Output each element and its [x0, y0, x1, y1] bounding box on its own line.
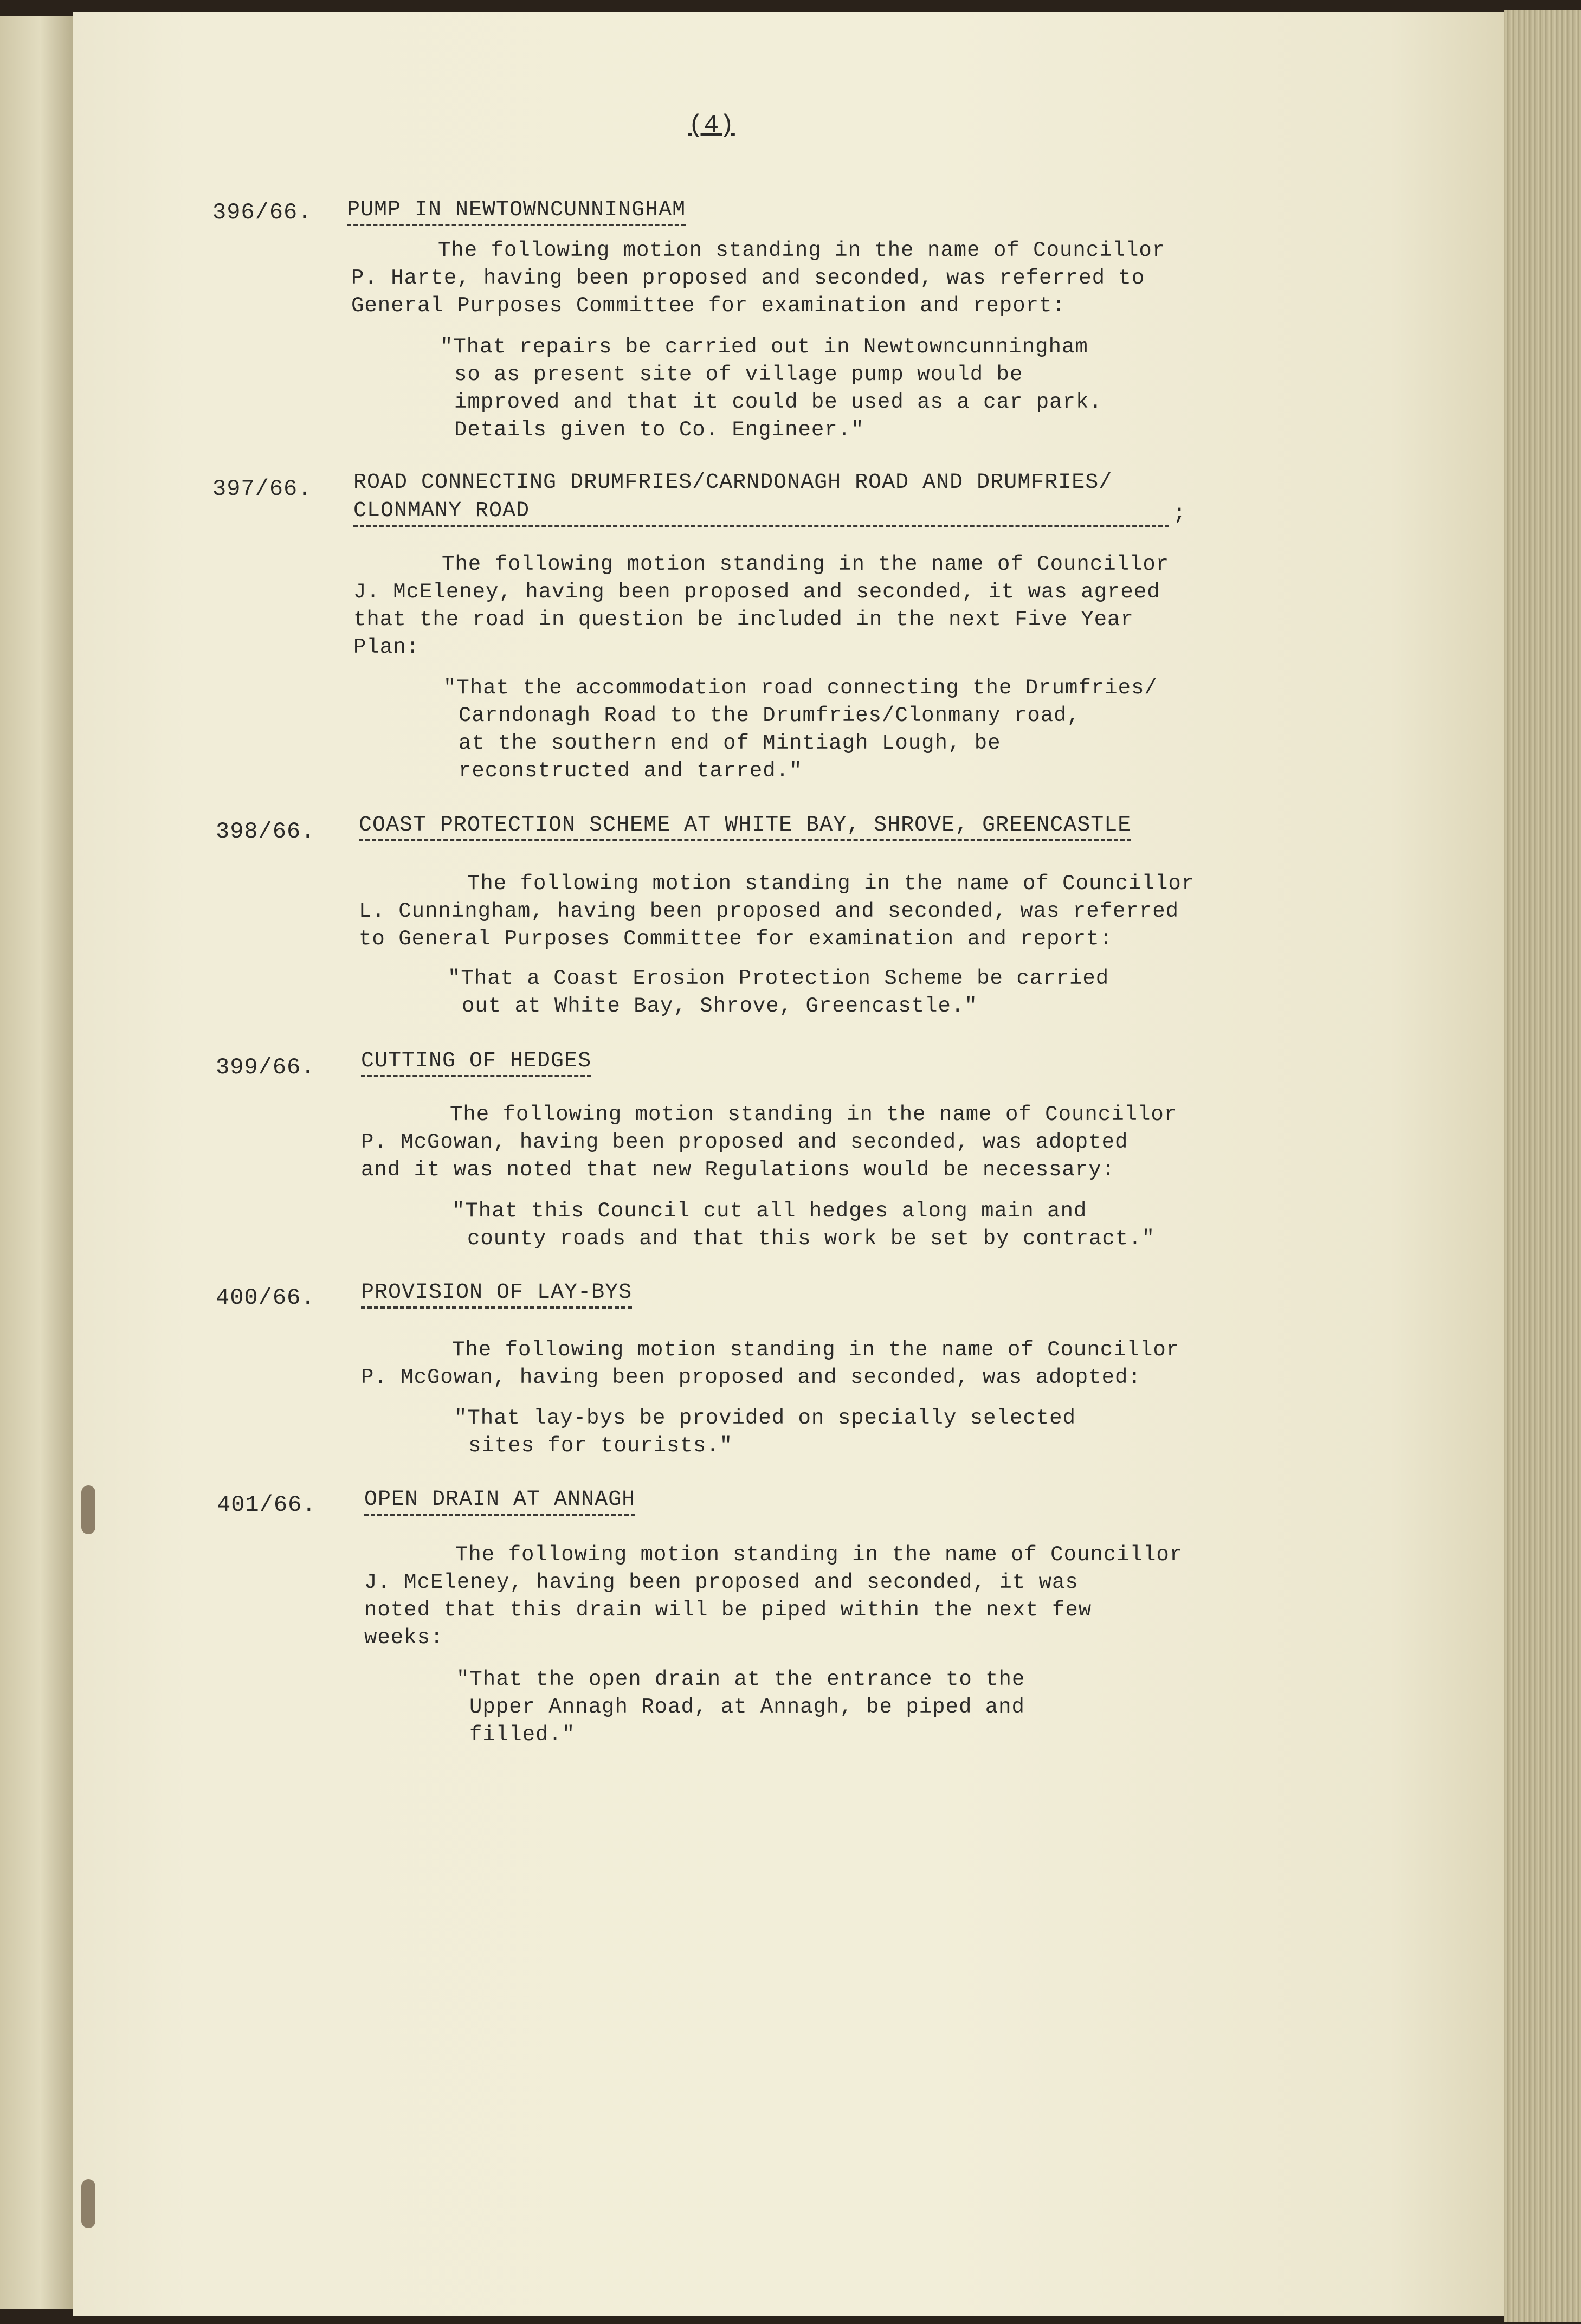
quote-line: Upper Annagh Road, at Annagh, be piped and — [469, 1695, 1025, 1719]
body-line: J. McEleney, having been proposed and seconded, it was — [364, 1570, 1079, 1594]
body-line: The following motion standing in the name of Councillor — [442, 552, 1170, 576]
quote-line: "That the open drain at the entrance to the — [456, 1668, 1025, 1691]
minute-heading: PROVISION OF LAY-BYS — [361, 1280, 632, 1309]
quote-line: out at White Bay, Shrove, Greencastle." — [462, 994, 978, 1018]
page-number: (4) — [688, 111, 735, 139]
minute-number: 397/66. — [212, 476, 312, 502]
quote-line: sites for tourists." — [468, 1434, 733, 1458]
minute-heading-continuation — [353, 499, 1187, 526]
quote-line: filled." — [469, 1723, 576, 1747]
body-line: to General Purposes Committee for examination and report: — [359, 927, 1113, 951]
minute-number: 396/66. — [212, 199, 312, 226]
body-line: The following motion standing in the name of Councillor — [467, 872, 1195, 896]
body-line: The following motion standing in the name of Councillor — [438, 239, 1166, 262]
body-line: weeks: — [364, 1626, 444, 1650]
minute-heading: CUTTING OF HEDGES — [361, 1049, 591, 1077]
body-line: Plan: — [353, 635, 420, 659]
quote-line: improved and that it could be used as a car park. — [454, 390, 1102, 414]
body-line: General Purposes Committee for examination and report: — [351, 294, 1066, 318]
body-line: and it was noted that new Regulations would be necessary: — [361, 1158, 1115, 1182]
heading-text: CLONMANY ROAD — [353, 499, 530, 523]
quote-line: so as present site of village pump would be — [454, 363, 1023, 387]
body-line: The following motion standing in the name of Councillor — [450, 1103, 1178, 1126]
quote-line: county roads and that this work be set by contract." — [467, 1227, 1155, 1251]
minute-heading: ROAD CONNECTING DRUMFRIES/CARNDONAGH ROAD AND DRUMFRIES/ — [353, 471, 1113, 495]
minute-heading: OPEN DRAIN AT ANNAGH — [364, 1488, 635, 1516]
minute-heading: COAST PROTECTION SCHEME AT WHITE BAY, SHROVE, GREENCASTLE — [359, 813, 1131, 841]
body-line: noted that this drain will be piped within the next few — [364, 1598, 1092, 1622]
body-line: P. McGowan, having been proposed and seconded, was adopted: — [361, 1366, 1141, 1389]
body-line: J. McEleney, having been proposed and seconded, it was agreed — [353, 580, 1160, 604]
minute-number: 401/66. — [217, 1492, 317, 1518]
body-line: L. Cunningham, having been proposed and seconded, was referred — [359, 899, 1179, 923]
heading-underline — [353, 525, 1169, 527]
heading-end: ; — [1173, 502, 1187, 526]
body-line: The following motion standing in the name of Councillor — [455, 1543, 1183, 1567]
minute-number: 399/66. — [216, 1054, 315, 1080]
minute-number: 400/66. — [216, 1285, 315, 1311]
quote-line: at the southern end of Mintiagh Lough, be — [459, 731, 1001, 755]
quote-line: "That this Council cut all hedges along main and — [452, 1199, 1087, 1223]
body-line: The following motion standing in the name of Councillor — [452, 1338, 1180, 1362]
quote-line: "That a Coast Erosion Protection Scheme be carried — [448, 967, 1109, 990]
body-line: that the road in question be included in the next Five Year — [353, 608, 1134, 632]
quote-line: "That the accommodation road connecting the Drumfries/ — [443, 676, 1158, 700]
quote-line: "That lay-bys be provided on specially selected — [454, 1406, 1076, 1430]
minute-number: 398/66. — [216, 819, 315, 845]
body-line: P. Harte, having been proposed and seconded, was referred to — [351, 266, 1145, 290]
quote-line: Carndonagh Road to the Drumfries/Clonmany road, — [459, 704, 1080, 728]
quote-line: "That repairs be carried out in Newtowncunningham — [440, 335, 1088, 359]
quote-line: reconstructed and tarred." — [459, 759, 803, 783]
quote-line: Details given to Co. Engineer." — [454, 418, 864, 442]
minute-heading: PUMP IN NEWTOWNCUNNINGHAM — [347, 198, 686, 226]
body-line: P. McGowan, having been proposed and seconded, was adopted — [361, 1130, 1128, 1154]
